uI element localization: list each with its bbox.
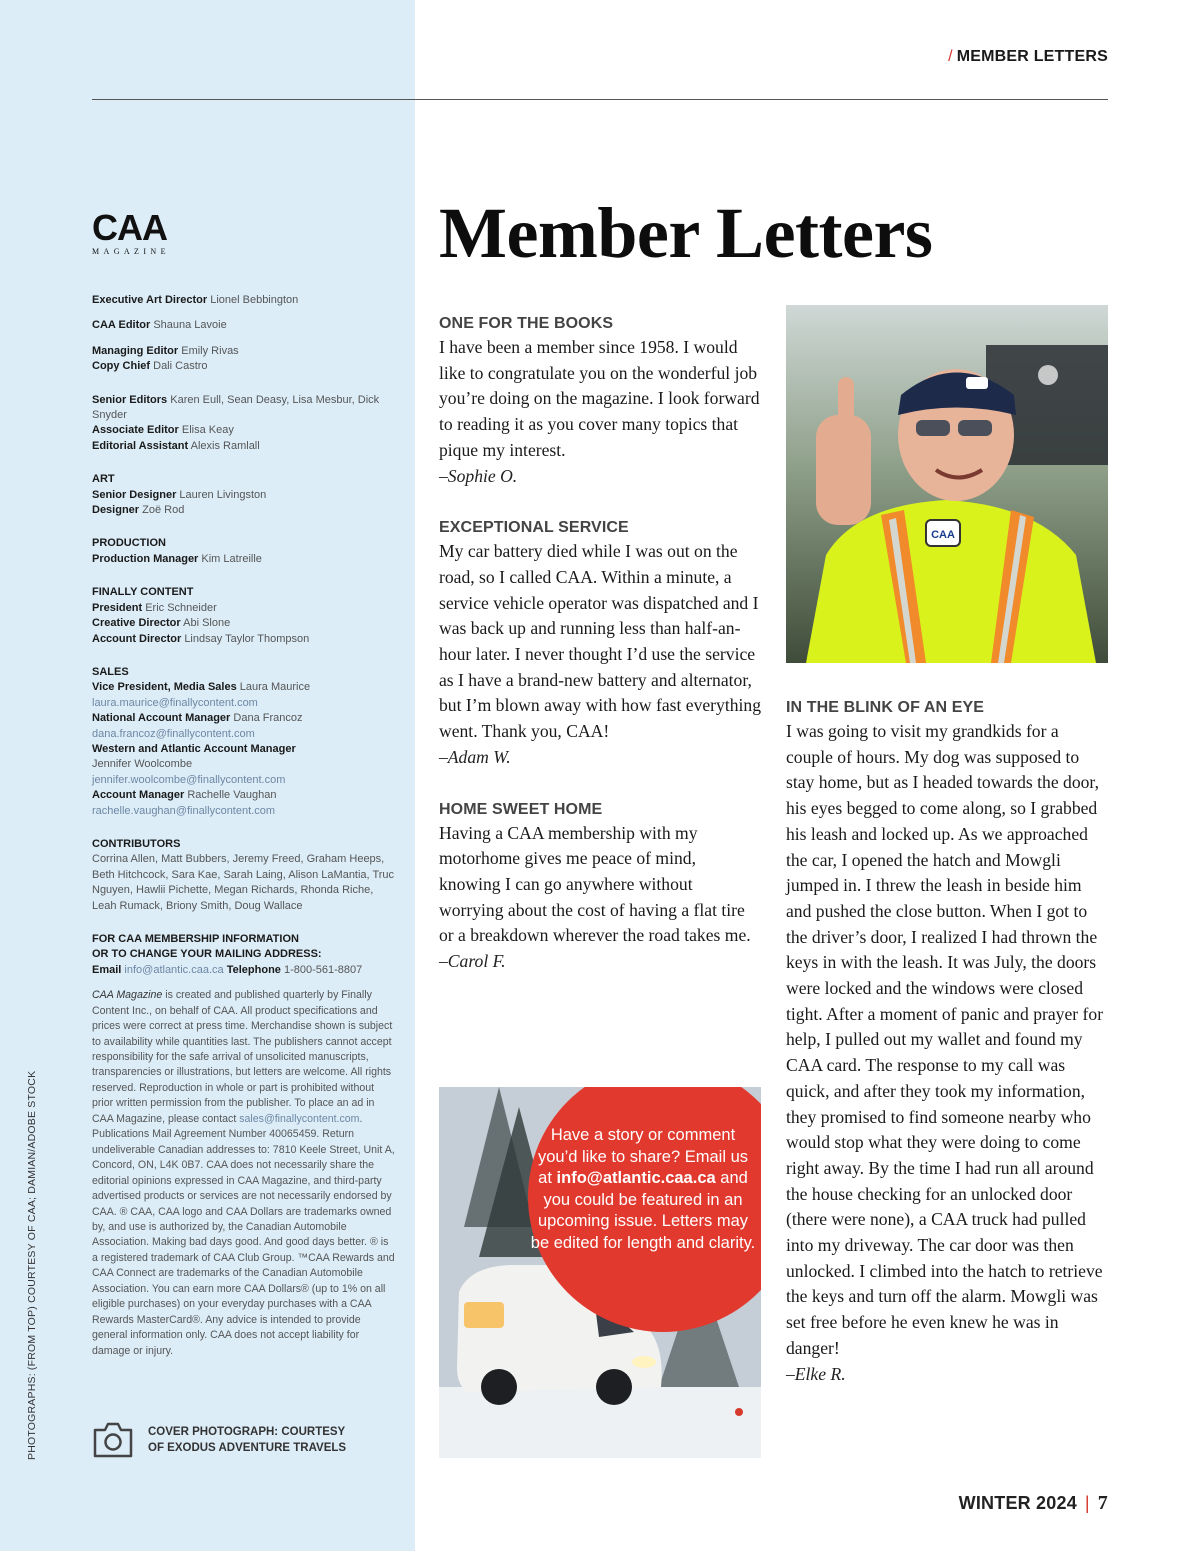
sales-email-link[interactable]: sales@finallycontent.com [239,1112,360,1125]
page-footer [959,1492,1108,1515]
masthead-name: Emily Rivas [181,344,239,357]
membership-heading: OR TO CHANGE YOUR MAILING ADDRESS: [92,948,322,961]
promo-text-part: and you could be featured in an upcoming issue. Letters may be edited for length and clarity. [530,1169,756,1252]
masthead-heading: ART [92,473,115,486]
membership-heading: FOR CAA MEMBERSHIP INFORMATION [92,933,299,945]
masthead-name: Dali Castro [153,360,208,373]
masthead-role: Managing Editor [92,344,179,357]
letter [786,697,1108,1387]
letter-heading: ONE FOR THE BOOKS [439,315,614,332]
logo-main-text: CAA [92,207,167,248]
masthead-name: Lauren Livingston [179,488,267,501]
letter-heading: HOME SWEET HOME [439,800,603,818]
masthead-role: Creative Director [92,617,181,630]
email-link[interactable]: rachelle.vaughan@finallycontent.com [92,804,275,817]
masthead-name: Lionel Bebbington [210,294,299,306]
fine-print-italic: CAA Magazine [92,989,163,1002]
letter [439,799,761,975]
letter [439,313,761,489]
masthead-role: CAA Editor [92,319,151,332]
phone-number: 1-800-561-8807 [283,963,363,976]
contributors-list: Corrina Allen, Matt Bubbers, Jeremy Freed, Graham Heeps, Beth Hitchcock, Sara Kae, Sarah Laing, Alison LaMantia, Truc Nguyen, Hawlii Pichette, Megan Richards, Rhonda Riche, Leah Rumack, Briony Smith, Doug Wallace [92,853,395,912]
letters-column-right [786,697,1108,1415]
fine-print-text: is created and published quarterly by Finally Content Inc., on behalf of CAA. All product specifications and prices were correct at press time. Merchandise shown is subject to availability while quantities last. The publishers cannot accept responsibility for the safe arrival of unsolicited manuscripts, transparencies or illustrations, but letters are welcome. All rights reserved. Reproduction in whole or part is prohibited without prior written permission from the publisher. To place an ad in CAA Magazine, please contact [92,989,393,1125]
section-label [948,48,1108,66]
masthead-role: Designer [92,504,140,517]
email-link[interactable]: dana.francoz@finallycontent.com [92,727,255,740]
photo-credit-vertical: PHOTOGRAPHS: (FROM TOP) COURTESY OF CAA; DAMIAN/ADOBE STOCK [26,1070,38,1460]
promo-rv-image [439,1087,761,1458]
letter-heading: EXCEPTIONAL SERVICE [439,519,629,537]
letter-signature: –Sophie O. [439,465,518,486]
letter-body: I was going to visit my grandkids for a couple of hours. My dog was supposed to stay home, but as I headed towards the door, his eyes begged to come along, so I grabbed his leash and locked up. As we approached the car, I opened the hatch and Mowgli jumped in. I threw the leash in beside him and pushed the close button. When I got to the driver’s door, I realized I had thrown the keys in with the leash. It was July, the doors were locked and the windows were closed tight. After a moment of panic and prayer for help, I pulled out my wallet and found my CAA card. The response to my call was quick, and after they took my information, they promised to find someone nearby who would stop what they were doing to come right away. By the time I had run all around the house checking for an unlocked door (there were none), a CAA truck had pulled into my driveway. The car door was then unlocked. I climbed into the hatch to retrieve the keys and turn off the alarm. Mowgli was set free before he even knew he was in danger! [786,721,1104,1358]
caa-magazine-logo [92,207,192,256]
masthead-name: Rachelle Vaughan [187,789,277,802]
header-rule [92,99,1108,100]
footer-divider: | [1084,1493,1090,1513]
masthead-name: Dana Francoz [233,712,303,725]
masthead-heading: FINALLY CONTENT [92,586,194,599]
letters-column-left [439,313,761,1003]
letter-body: Having a CAA membership with my motorhome gives me peace of mind, knowing I can go anywhere without worrying about the cost of having a flat tire or a breakdown wherever the road takes me. [439,822,751,946]
masthead-role: Account Manager [92,789,185,802]
masthead-role: Senior Editors [92,393,168,406]
email-link[interactable]: laura.maurice@finallycontent.com [92,696,258,709]
cover-credit [92,1420,346,1460]
fine-print [92,988,397,1359]
masthead-role: President [92,601,143,614]
cover-credit-line: COVER PHOTOGRAPH: COURTESY [148,1426,346,1438]
masthead-name: Laura Maurice [239,681,311,694]
letter-signature: –Elke R. [786,1363,846,1384]
email-label: Email [92,963,122,976]
masthead-name: Zoë Rod [142,504,185,517]
camera-icon [92,1420,134,1460]
masthead-role: Copy Chief [92,360,151,373]
masthead-role: Account Director [92,632,182,645]
masthead-name: Eric Schneider [145,601,217,614]
masthead-name: Abi Slone [183,617,231,630]
masthead-name: Alexis Ramlall [190,439,260,452]
masthead-heading: SALES [92,665,129,678]
masthead-name: Kim Latreille [201,552,262,565]
section-name: MEMBER LETTERS [956,48,1108,65]
masthead-name: Shauna Lavoie [153,319,227,332]
masthead-role: Production Manager [92,552,199,565]
section-slash: / [948,48,953,65]
membership-email-link[interactable]: info@atlantic.caa.ca [124,963,224,976]
masthead-name: Elisa Keay [181,424,234,437]
issue-label: WINTER 2024 [958,1493,1077,1513]
page-number: 7 [1097,1492,1108,1514]
vest-badge: CAA [931,529,955,541]
letter-signature: –Adam W. [439,746,511,767]
page-title: Member Letters [439,193,933,273]
masthead-role: Associate Editor [92,424,179,437]
promo-text [530,1125,756,1255]
masthead-heading: CONTRIBUTORS [92,837,181,850]
masthead-heading: PRODUCTION [92,537,166,550]
phone-label: Telephone [226,963,281,976]
cover-credit-line: OF EXODUS ADVENTURE TRAVELS [148,1442,347,1454]
masthead-role: Executive Art Director [92,294,208,306]
letter-signature: –Carol F. [439,951,506,972]
caa-worker-photo [786,305,1108,663]
masthead-role: Vice President, Media Sales [92,681,237,694]
letter-heading: IN THE BLINK OF AN EYE [786,699,985,716]
masthead-role: Western and Atlantic Account Manager [92,742,296,755]
masthead-name: Karen Eull, Sean Deasy, Lisa Mesbur, Dick Snyder [92,393,380,422]
logo-sub-text: MAGAZINE [92,247,170,256]
fine-print-text: . Publications Mail Agreement Number 40065459. Return undeliverable Canadian addresses to: 7810 Keele Street, Unit A, Concord, ON, L4K 0B7. CAA does not necessarily share the editorial opinions expressed in CAA Magazine, and third-party advertised products or services are not necessarily endorsed by CAA. ® CAA, CAA logo and CAA Dollars are trademarks owned by, and use is authorized by, the Canadian Automobile Association. Making bad days good. And good days better. ® is a registered trademark of CAA Club Group. ™CAA Rewards and CAA Connect are trademarks of the Canadian Automobile Association. You can earn more CAA Dollars® (up to 1% on all eligible purchases) on your everyday purchases with a CAA Rewards MasterCard®. Any advice is intended to provide general information only. CAA does not accept liability for damage or injury. [92,1112,395,1357]
letter-body: My car battery died while I was out on the road, so I called CAA. Within a minute, a service vehicle operator was dispatched and I was back up and running less than half-an-hour later. I never thought I’d use the service as I have a brand-new battery and alternator, but I’m blown away with how fast everything went. Thank you, CAA! [439,541,761,742]
promo-email-link[interactable]: info@atlantic.caa.ca [556,1169,716,1188]
masthead-name: Jennifer Woolcombe [92,758,193,771]
caa-worker-illustration [786,305,1108,663]
masthead-role: Senior Designer [92,488,177,501]
masthead-role: Editorial Assistant [92,439,189,452]
letter [439,517,761,770]
masthead-role: National Account Manager [92,712,231,725]
promo-text-part: Have a story or comment you’d like to share? Email us at [537,1126,749,1188]
email-link[interactable]: jennifer.woolcombe@finallycontent.com [92,773,286,786]
letter-body: I have been a member since 1958. I would like to congratulate you on the wonderful job you’re doing on the magazine. I look forward to reading it as you cover many topics that pique my interest. [439,337,760,460]
masthead [92,293,397,1359]
masthead-name: Lindsay Taylor Thompson [184,632,310,645]
